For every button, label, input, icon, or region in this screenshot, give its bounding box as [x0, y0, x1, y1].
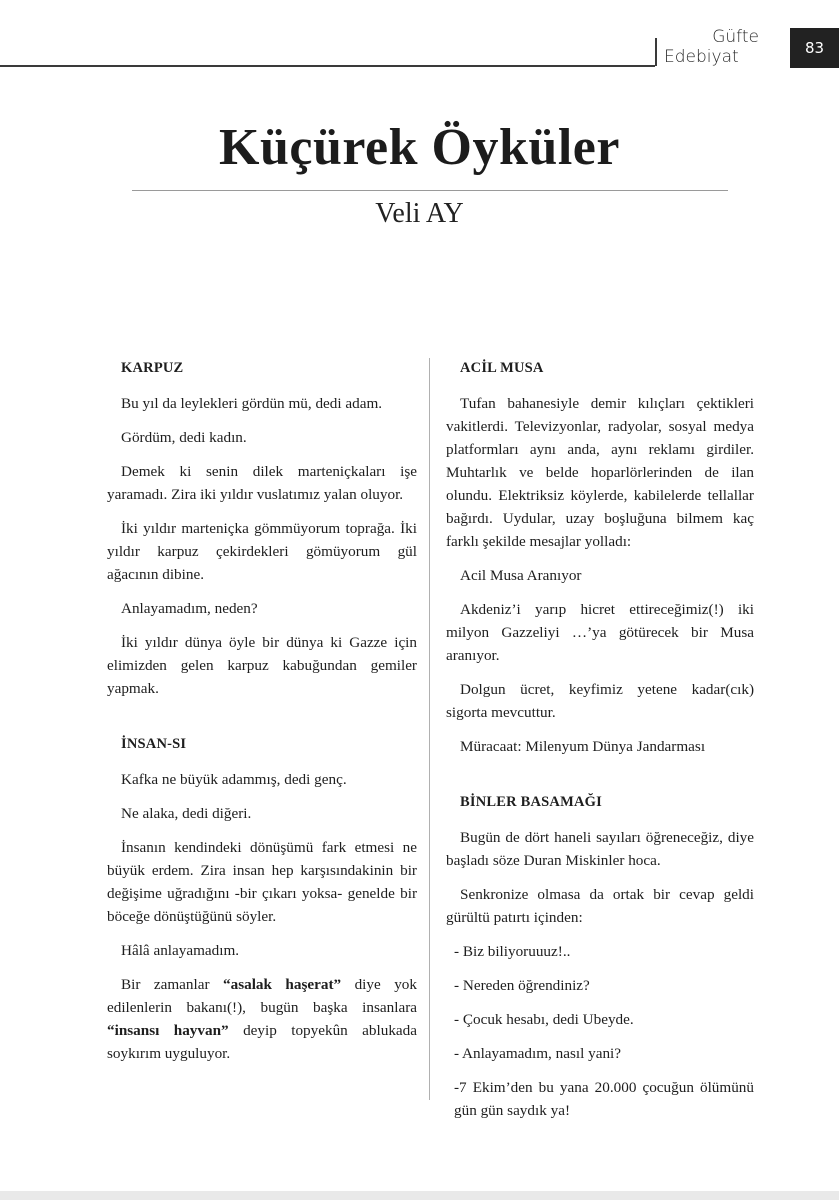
right-column: [446, 357, 754, 1133]
story-heading: ACİL MUSA: [460, 360, 544, 376]
paragraph: İki yıldır dünya öyle bir dünya ki Gazze için elimizden gelen karpuz kabuğundan gemiler yapmak.: [107, 634, 417, 697]
story-heading: BİNLER BASAMAĞI: [460, 794, 602, 810]
bottom-edge: [0, 1191, 839, 1200]
story-heading: İNSAN-SI: [121, 736, 187, 752]
paragraph: Dolgun ücret, keyfimiz yetene kadar(cık) sigorta mevcuttur.: [446, 681, 754, 721]
story-heading: KARPUZ: [121, 360, 184, 376]
story-karpuz: [107, 357, 417, 700]
dialogue-line: - Çocuk hesabı, dedi Ubeyde.: [454, 1011, 634, 1028]
text-run: deyip topyekûn ablukada soykırım uyguluyor.: [107, 1022, 418, 1062]
dialogue-line: - Nereden öğrendiniz?: [454, 977, 590, 994]
magazine-brand: [664, 27, 759, 67]
paragraph: Acil Musa Aranıyor: [460, 567, 582, 584]
paragraph: Kafka ne büyük adammış, dedi genç.: [121, 771, 347, 788]
paragraph: [107, 973, 417, 1065]
page-number: 83: [790, 28, 839, 68]
title-divider: [132, 190, 728, 191]
brand-line-2: Edebiyat: [664, 47, 739, 67]
paragraph: Tufan bahanesiyle demir kılıçları çektikleri vakitlerdi. Televizyonlar, radyolar, sosyal medya platformları aynı anda, aynı reklamı girdiler. Muhtarlık ve belde hoparlörlerinden de ilan olundu. Elektriksiz köylerde, kabilelerde tellallar bağırdı. Uydular, uzay boşluğuna bilmem kaç farklı şekilde mesajlar yolladı:: [446, 395, 754, 550]
left-column: [107, 357, 417, 1076]
header-rule-corner: [655, 38, 657, 66]
paragraph: İnsanın kendindeki dönüşümü fark etmesi ne büyük erdem. Zira insan hep karşısındakinin bir değişime uğradığını -bir çıkarı yoksa- genelde bir böceğe dönüştüğünü söyler.: [107, 839, 417, 925]
text-run: Bir zamanlar: [121, 976, 223, 993]
page-title: Küçürek Öyküler: [219, 119, 620, 176]
paragraph: Demek ki senin dilek marteniçkaları işe yaramadı. Zira iki yıldır vuslatımız yalan oluyor.: [107, 463, 417, 503]
paragraph: Anlayamadım, neden?: [121, 600, 258, 617]
paragraph: Ne alaka, dedi diğeri.: [121, 805, 252, 822]
column-divider: [429, 358, 430, 1100]
paragraph: Hâlâ anlayamadım.: [121, 942, 240, 959]
paragraph: İki yıldır marteniçka gömmüyorum toprağa. İki yıldır karpuz çekirdekleri gömüyorum gül ağacının dibine.: [107, 520, 417, 583]
brand-line-1: Güfte: [712, 27, 759, 47]
paragraph: Müracaat: Milenyum Dünya Jandarması: [460, 738, 706, 755]
paragraph: Gördüm, dedi kadın.: [121, 429, 247, 446]
story-acil-musa: [446, 357, 754, 758]
bold-quote: “insansı hayvan”: [107, 1022, 229, 1039]
paragraph: Bugün de dört haneli sayıları öğreneceğiz, diye başladı söze Duran Miskinler hoca.: [446, 829, 754, 869]
paragraph: Bu yıl da leylekleri gördün mü, dedi adam.: [121, 395, 383, 412]
dialogue-line: - Anlayamadım, nasıl yani?: [454, 1045, 622, 1062]
story-insansi: [107, 733, 417, 1065]
dialogue-line: - Biz biliyoruuuz!..: [454, 943, 571, 960]
dialogue-line: -7 Ekim’den bu yana 20.000 çocuğun ölümünü gün gün saydık ya!: [454, 1079, 754, 1119]
author-name: Veli AY: [375, 198, 464, 229]
text-run: diye yok edilenlerin bakanı(!), bugün başka insanlara: [107, 976, 417, 1016]
paragraph: Akdeniz’i yarıp hicret ettireceğimiz(!) iki milyon Gazzeliyi …’ya götürecek bir Musa aranıyor.: [446, 601, 754, 664]
header-rule: [0, 65, 655, 67]
story-binler-basamagi: [446, 791, 754, 1122]
bold-quote: “asalak haşerat”: [223, 976, 342, 993]
paragraph: Senkronize olmasa da ortak bir cevap geldi gürültü patırtı içinden:: [446, 886, 754, 926]
